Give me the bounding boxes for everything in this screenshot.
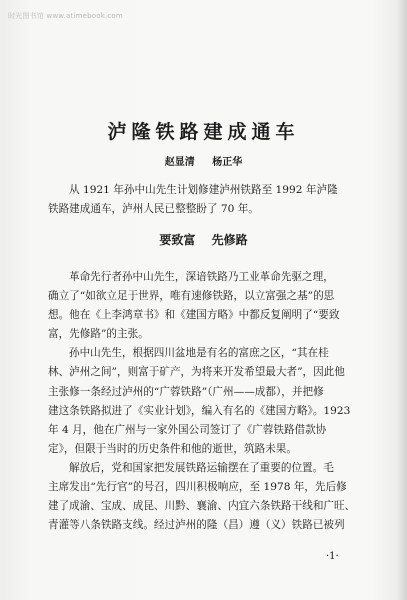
body-line: 建了成渝、宝成、成昆、川黔、襄渝、内宜六条铁路干线和广旺、 — [48, 500, 356, 512]
body-line: 孙中山先生，根据四川盆地是有名的富庶之区，“其在桂 — [69, 347, 329, 359]
body-line: 主张修一条经过泸州的“广蓉铁路”（广州——成都），并把修 — [48, 386, 324, 398]
intro-line: 铁路建成通车，泸州人民已整整盼了 70 年。 — [48, 203, 259, 215]
watermark: 时光图书馆 www.atimebook.com — [8, 12, 123, 20]
article-title: 泸隆铁路建成通车 — [107, 121, 300, 143]
body-line: 定》，但限于当时的历史条件和他的逝世，筑路未果。 — [48, 443, 297, 455]
section-heading — [0, 231, 407, 248]
authors — [0, 153, 407, 168]
body-line: 青灌等八条铁路支线。经过泸州的隆（昌）遵（义）铁路已被列 — [48, 519, 345, 531]
section-heading-part: 要致富 — [159, 233, 196, 247]
body-line: 解放后，党和国家把发展铁路运输摆在了重要的位置。毛 — [69, 462, 334, 474]
body-line: 富，先修路”的主张。 — [48, 328, 149, 340]
body-line: 建这条铁路拟进了《实业计划》，编入有名的《建国方略》。1923 — [48, 405, 351, 417]
body-line: 想。他在《上李鸿章书》和《建国方略》中都反复阐明了“要致 — [48, 309, 340, 321]
body-line: 革命先行者孙中山先生，深谙铁路乃工业革命先驱之理， — [69, 271, 334, 283]
author-name: 杨正华 — [212, 157, 243, 168]
intro-line: 从 1921 年孙中山先生计划修建泸州铁路至 1992 年泸隆 — [69, 184, 338, 196]
page-number: ·1· — [326, 551, 339, 562]
body-line: 林、泸州之间”，则富于矿产，为将来开发希望最大者”，因此他 — [48, 366, 345, 378]
body-line: 年 4 月，他在广州与一家外国公司签订了《广蓉铁路借款协 — [48, 424, 327, 436]
section-heading-part: 先修路 — [211, 233, 248, 247]
author-name: 赵显清 — [164, 157, 195, 168]
body-line: 主席发出“先行官”的号召，四川积极响应，至 1978 年，先后修 — [48, 481, 347, 493]
body-line: 确立了“如欲立足于世界，唯有速修铁路，以立富强之基”的思 — [48, 290, 335, 302]
